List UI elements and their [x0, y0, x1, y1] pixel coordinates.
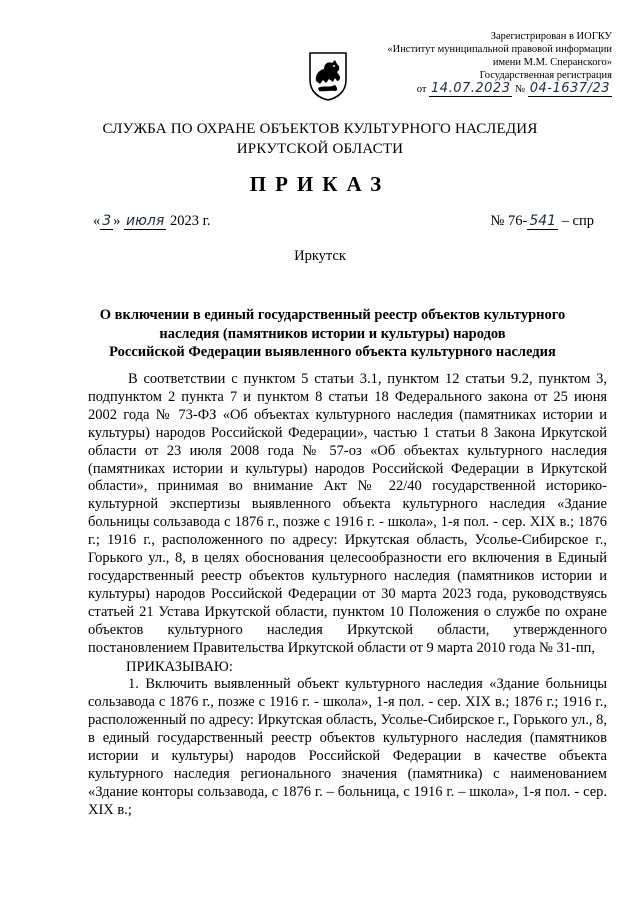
- document-type-title: ПРИКАЗ: [249, 172, 391, 196]
- registration-line: «Институт муниципальной правовой информации: [387, 44, 612, 55]
- order-subject: [60, 306, 605, 362]
- decree-word: ПРИКАЗЫВАЮ:: [126, 658, 233, 675]
- date-open-quote: «: [93, 213, 101, 229]
- registration-from-label: от: [416, 84, 427, 95]
- date-close-quote: »: [113, 213, 121, 229]
- date-month: июля: [126, 213, 165, 229]
- registration-number-label: №: [515, 84, 526, 95]
- registration-stamp: [352, 30, 612, 96]
- registration-line: Зарегистрирован в ИОГКУ: [490, 31, 612, 42]
- order-number: [491, 213, 594, 230]
- subject-line: наследия (памятников истории и культуры) народов: [159, 325, 506, 342]
- registration-number: 04-1637/23: [529, 81, 610, 96]
- registration-line: имени М.М. Сперанского»: [492, 57, 612, 68]
- order-date: [93, 213, 211, 230]
- order-number-handwritten: 541: [529, 213, 557, 229]
- date-day: 3: [102, 213, 112, 229]
- order-number-suffix: – спр: [561, 213, 594, 229]
- registration-date: 14.07.2023: [431, 81, 511, 96]
- document-body: [88, 371, 607, 820]
- subject-line: О включении в единый государственный реестр объектов культурного: [99, 307, 566, 323]
- preamble-paragraph: В соответствии с пунктом 5 статьи 3.1, пунктом 12 статьи 9.2, пунктом 3, подпунктом 2 пункта 7 и пунктом 8 статьи 18 Федерального закона от 25 июня 2002 года № 73-ФЗ «Об объектах культурного наследия (памятниках истории и культуры) народов Российской Федерации», частью 1 статьи 8 Закона Иркутской области от 23 июля 2008 года № 57-оз «Об объектах культурного наследия (памятниках истории и культуры) народов Российской Федерации в Иркутской области», принимая во внимание Акт № 22/40 государственной историко-культурной экспертизы выявленного объекта культурного наследия «Здание больницы сользавода с 1876 г., позже с 1916 г. - школа», 1-я пол. - сер. XIX в.; 1876 г.; 1916 г., расположенного по адресу: Иркутская область, Усолье-Сибирское г., Горького ул., 8, в целях обоснования целесообразности его включения в Единый государственный реестр объектов культурного наследия (памятников истории и культуры) народов Российской Федерации от 30 марта 2023 года, руководствуясь статьей 21 Устава Иркутской области, пунктом 10 Положения о службе по охране объектов культурного наследия Иркутской области, утвержденного постановлением Правительства Иркутской области от 9 марта 2010 года № 31-пп,: [88, 371, 607, 656]
- agency-name-line: ИРКУТСКОЙ ОБЛАСТИ: [236, 141, 404, 157]
- order-number-prefix: № 76-: [490, 213, 528, 229]
- city: Иркутск: [294, 248, 346, 264]
- item-paragraph: 1. Включить выявленный объект культурного наследия «Здание больницы сользавода с 1876 г., позже с 1916 г. - школа», 1-я пол. - сер. XIX в.; 1876 г.; 1916 г., расположенный по адресу: Иркутская область, Усолье-Сибирское г., Горького ул., 8, в единый государственный реестр объектов культурного наследия (памятников истории и культуры) народов Российской Федерации в качестве объекта культурного наследия регионального значения (памятника) с наименованием «Здание конторы сользавода, с 1876 г. – больница, с 1916 г. – школа», 1-я пол. - сер. XIX в.;: [88, 676, 607, 818]
- agency-name-line: СЛУЖБА ПО ОХРАНЕ ОБЪЕКТОВ КУЛЬТУРНОГО НАСЛЕДИЯ: [102, 121, 538, 137]
- registration-date-number: [352, 82, 612, 96]
- registration-line: Государственная регистрация: [479, 70, 612, 81]
- subject-line: Российской Федерации выявленного объекта культурного наследия: [109, 344, 556, 360]
- date-year: 2023 г.: [169, 213, 211, 229]
- coat-of-arms-icon: [307, 50, 349, 102]
- agency-name: [0, 119, 640, 159]
